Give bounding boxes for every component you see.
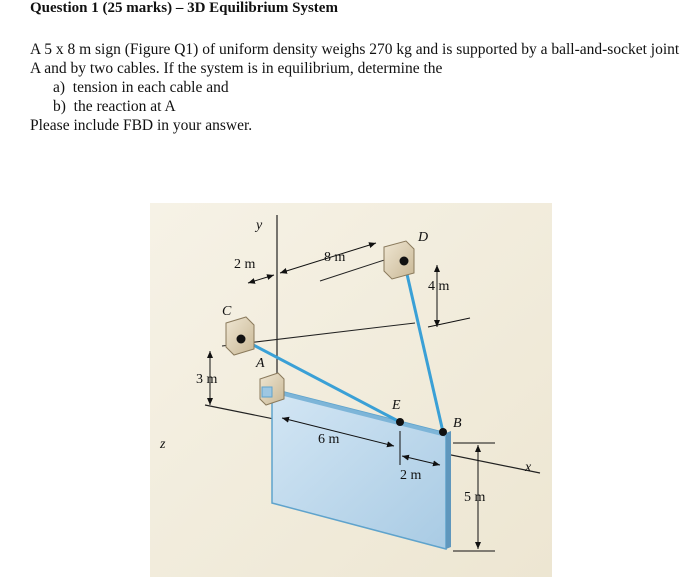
dim-6m-label: 6 m bbox=[318, 432, 340, 447]
y-axis-label: y bbox=[256, 218, 263, 233]
dim-4m-label: 4 m bbox=[428, 279, 450, 294]
point-e bbox=[396, 418, 404, 426]
support-a bbox=[260, 373, 284, 405]
question-items bbox=[30, 78, 680, 116]
question-item-b: b) the reaction at A bbox=[53, 98, 176, 115]
label-a: A bbox=[256, 356, 265, 371]
z-axis-label: z bbox=[160, 437, 166, 452]
question-item-a: a) tension in each cable and bbox=[53, 79, 229, 96]
sign-edge-right bbox=[446, 431, 451, 549]
dim-5m-label: 5 m bbox=[464, 490, 486, 505]
dim-3m-label: 3 m bbox=[196, 372, 218, 387]
question-paragraph: A 5 x 8 m sign (Figure Q1) of uniform density weighs 270 kg and is supported by a ball-and-socket joint A and by two cables. If the system is in equilibrium, determine the bbox=[30, 41, 680, 77]
label-e: E bbox=[392, 398, 401, 413]
question-title: Question 1 (25 marks) – 3D Equilibrium System bbox=[30, 0, 338, 16]
point-b bbox=[439, 428, 447, 436]
dim-2m-top-label: 2 m bbox=[234, 257, 256, 272]
dim-8m-label: 8 m bbox=[324, 250, 346, 265]
dim-2m-bottom-label: 2 m bbox=[400, 468, 422, 483]
label-b: B bbox=[453, 416, 462, 431]
label-d: D bbox=[418, 230, 429, 245]
x-axis-label: x bbox=[525, 460, 532, 475]
question-body bbox=[30, 40, 680, 135]
support-d bbox=[384, 241, 414, 279]
label-c: C bbox=[222, 304, 232, 319]
figure-q1-diagram bbox=[150, 203, 552, 577]
question-note: Please include FBD in your answer. bbox=[30, 117, 253, 134]
figure-q1 bbox=[150, 203, 552, 577]
support-c bbox=[226, 317, 254, 355]
